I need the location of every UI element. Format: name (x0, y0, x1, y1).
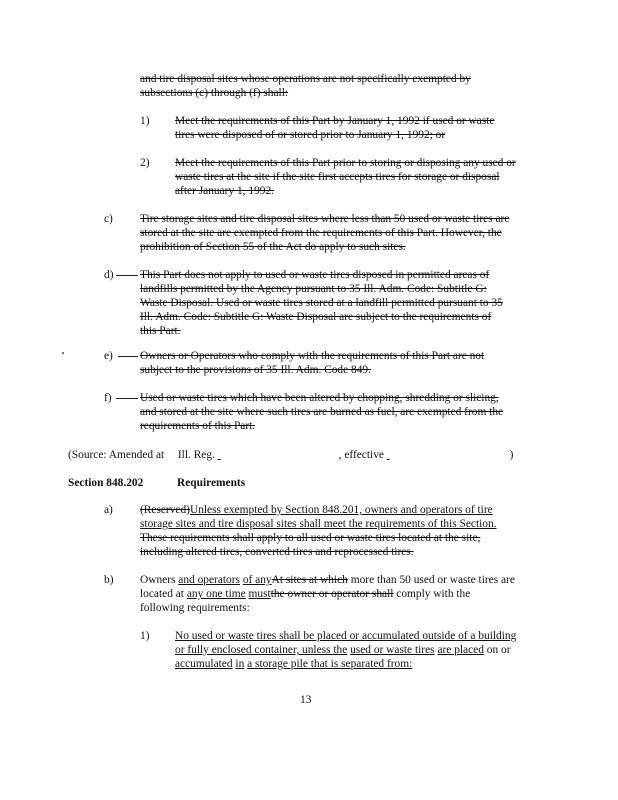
item-1-line-a: Meet the requirements of this Part by January 1, 1992 if used or waste (175, 115, 495, 127)
sec-a-label: a) (104, 504, 113, 516)
sec-b-located: located at (140, 588, 184, 600)
sec-b-line-1 (140, 573, 515, 587)
sec-b1-line-2 (175, 643, 511, 657)
source-note (68, 448, 513, 462)
item-1-label: 1) (140, 115, 150, 127)
item-f-line-c: requirements of this Part. (140, 420, 256, 432)
sec-a-reserved: (Reserved) (140, 504, 190, 516)
item-2-line-a: Meet the requirements of this Part prior to storing or disposing any used or (175, 157, 516, 169)
sec-b-line-3: following requirements: (140, 602, 250, 614)
item-d-label: d) (104, 269, 114, 281)
sec-a-insert: Unless exempted by Section 848.201, owners and operators of tire (189, 504, 493, 516)
top-line-2: subsections (c) through (f) shall: (140, 87, 289, 99)
item-2-line-b: waste tires at the site if the site first accepts tires for storage or disposal (175, 171, 500, 183)
sec-b1-line-3 (175, 657, 412, 671)
sec-b-label: b) (104, 574, 114, 586)
sec-a-line-1 (140, 503, 493, 517)
sec-b-any-one-time: any one time (186, 588, 246, 600)
item-d-line-d: Ill. Adm. Code: Subtitle G: Waste Disposal are subject to the requirements of (140, 311, 492, 323)
item-c-label: c) (104, 213, 113, 225)
margin-mark (62, 352, 64, 354)
sec-b-at-sites: At sites at which (271, 574, 348, 586)
sec-b1-label: 1) (140, 630, 150, 642)
item-d-strike-lead (116, 275, 138, 276)
item-d-line-c: Waste Disposal. Used or waste tires stored at a landfill permitted pursuant to 35 (140, 297, 503, 309)
sec-b1-accumulated: accumulated (175, 658, 233, 670)
item-2-label: 2) (140, 157, 150, 169)
sec-a-line-3: These requirements shall apply to all used or waste tires located at the site, (140, 532, 481, 544)
section-number: Section 848.202 (68, 477, 144, 489)
section-title: Requirements (177, 477, 246, 489)
item-f-line-b: and stored at the site where such tires are burned as fuel, are exempted from the (140, 406, 504, 418)
sec-b-more-than: more than 50 used or waste tires are (350, 574, 515, 586)
item-e-line-b: subject to the provisions of 35 Ill. Adm. Code 849. (140, 364, 371, 376)
item-e-line-a: Owners or Operators who comply with the requirements of this Part are not (140, 350, 485, 362)
item-e-strike-lead (118, 356, 138, 357)
item-d-line-b: landfills permitted by the Agency pursuant to 35 Ill. Adm. Code: Subtitle G: (140, 283, 487, 295)
item-2-line-c: after January 1, 1992. (175, 185, 275, 197)
sec-b1-on-or: on or (486, 644, 511, 656)
item-d-line-e: this Part. (140, 325, 181, 337)
top-line-1: and tire disposal sites whose operations are not specifically exempted by (140, 73, 471, 85)
sec-b-and-operators: and operators (178, 574, 240, 586)
item-1-line-b: tires were disposed of or stored prior to January 1, 1992; or (175, 129, 446, 141)
item-f-strike-lead (116, 398, 138, 399)
source-reg: Ill. Reg. (177, 449, 215, 461)
sec-b-comply: comply with the (396, 588, 471, 600)
sec-b1-used-waste: used or waste tires (350, 644, 435, 656)
source-amended: (Source: Amended at (68, 449, 165, 461)
item-c-line-a: Tire storage sites and tire disposal sites where less than 50 used or waste tires are (140, 213, 510, 225)
item-c-line-c: prohibition of Section 55 of the Act do apply to such sites. (140, 241, 406, 253)
sec-b1-are-placed: are placed (437, 644, 484, 656)
item-f-label: f) (104, 392, 112, 404)
source-effective: , effective (338, 449, 384, 461)
sec-b1-storage-pile: a storage pile that is separated from: (247, 658, 413, 670)
sec-b-of-any: of any (242, 574, 272, 586)
item-f-line-a: Used or waste tires which have been altered by chopping, shredding or slicing, (140, 392, 499, 404)
sec-b-owners: Owners (140, 574, 176, 586)
sec-b1-fully-enclosed: or fully enclosed container, unless the (175, 644, 348, 656)
page-number: 13 (300, 694, 312, 706)
sec-a-line-2: storage sites and tire disposal sites shall meet the requirements of this Section. (140, 518, 497, 530)
item-d-line-a: This Part does not apply to used or waste tires disposed in permitted areas of (140, 269, 490, 281)
sec-b-owner-shall: the owner or operator shall (270, 588, 394, 600)
sec-b1-in: in (235, 658, 245, 670)
item-e-label: e) (104, 350, 113, 362)
sec-b-must: must (248, 588, 271, 600)
sec-b-line-2 (140, 587, 470, 601)
source-close: ) (509, 449, 514, 461)
sec-b1-line-1: No used or waste tires shall be placed or accumulated outside of a building (175, 630, 517, 642)
sec-a-line-4: including altered tires, converted tires and reprocessed tires. (140, 546, 414, 558)
item-c-line-b: stored at the site are exempted from the requirements of this Part. However, the (140, 227, 502, 239)
